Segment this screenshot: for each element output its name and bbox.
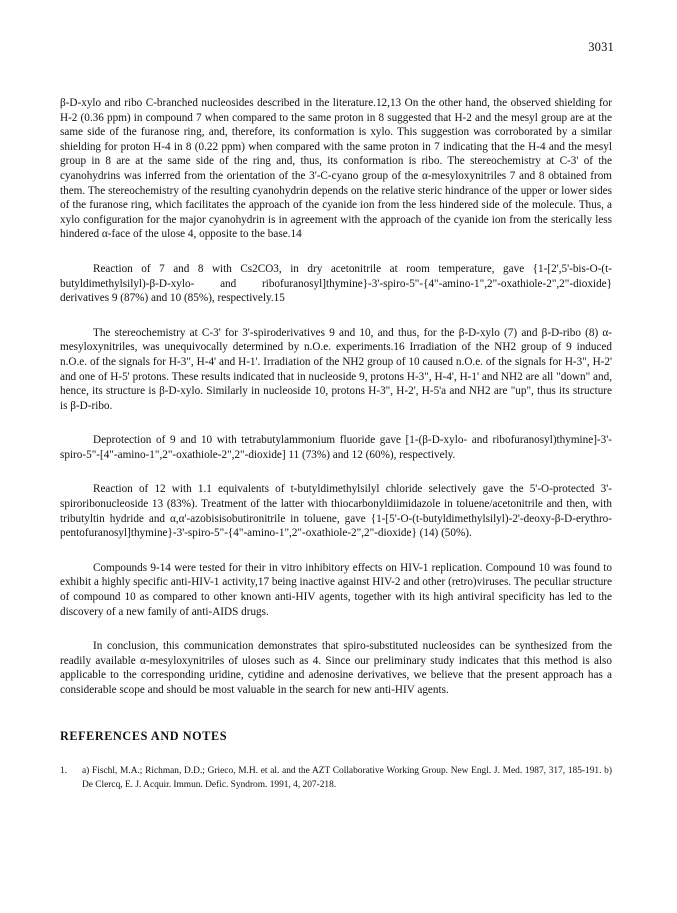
page-number: 3031	[588, 40, 614, 54]
reference-text: a) Fischl, M.A.; Richman, D.D.; Grieco, M.H. et al. and the AZT Collaborative Working Group. New Engl. J. Med. 1987, 317, 185-191. b) De Clercq, E. J. Acquir. Immun. Defic. Syndrom. 1991, 4, 207-218.	[82, 765, 612, 790]
reference-number: 1.	[60, 765, 68, 776]
paragraph-7: In conclusion, this communication demonstrates that spiro-substituted nucleosides can be synthesized from the readily available α-mesyloxynitriles of uloses such as 4. Since our preliminary study indicates that this method is also applicable to the corresponding uridine, cytidine and adenosine derivatives, we believe that the present approach has a considerable scope and should be most valuable in the search for new anti-HIV agents.	[60, 640, 612, 696]
references-heading: REFERENCES AND NOTES	[60, 728, 228, 743]
reference-item	[60, 764, 612, 793]
paragraph-6: Compounds 9-14 were tested for their in vitro inhibitory effects on HIV-1 replication. Compound 10 was found to exhibit a highly specific anti-HIV-1 activity,17 being inactive against HIV-2 and other (retro)viruses. The peculiar structure of compound 10 as compared to other known anti-HIV agents, together with its high antiviral specificity has led to the discovery of a new family of anti-AIDS drugs.	[60, 561, 612, 618]
paragraph-1: β-D-xylo and ribo C-branched nucleosides described in the literature.12,13 On the other hand, the observed shielding for H-2 (0.36 ppm) in compound 7 when compared to the same proton in 8 suggested that H-2 and the mesyl group are at the same side of the furanose ring, and, therefore, its conformation is xylo. This suggestion was corroborated by a similar shielding for proton H-4 in 8 (0.22 ppm) when compared with the same proton in 7 indicating that the H-4 and the mesyl group in 8 are at the same side of the ring and, thus, its conformation is ribo. The stereochemistry at C-3' of the cyanohydrins was inferred from the orientation of the 3'-C-cyano group of the α-mesyloxynitriles 7 and 8 obtained from them. The stereochemistry of the resulting cyanohydrin depends on the relative steric hindrance of the upper or lower sides of the furanose ring, which facilitates the approach of the cyanide ion from the less hindered side of the molecule. Thus, a xylo configuration for the major cyanohydrin is in agreement with the approach of the cyanide ion from the sterically less hindered α-face of the ulose 4, opposite to the base.14	[60, 97, 612, 241]
paragraph-2: Reaction of 7 and 8 with Cs2CO3, in dry acetonitrile at room temperature, gave {1-[2',5'-bis-O-(t-butyldimethylsilyl)-β-D-xylo- and ribofuranosyl]thymine}-3'-spiro-5"-{4"-amino-1",2"-oxathiole-2",2"-dioxide} derivatives 9 (87%) and 10 (85%), respectively.15	[60, 262, 612, 305]
paragraph-5: Reaction of 12 with 1.1 equivalents of t-butyldimethylsilyl chloride selectively gave the 5'-O-protected 3'-spiroribonucleoside 13 (83%). Treatment of the latter with thiocarbonyldiimidazole in toluene/acetonitrile and then, with tributyltin hydride and α,α'-azobisisobutironitrile in toluene, gave {1-[5'-O-(t-butyldimethylsilyl)-2'-deoxy-β-D-erythro-pentofuranosyl]thymine}-3'-spiro-5"-{4"-amino-1",2"-oxathiole-2",2"-dioxide} (14) (50%).	[60, 483, 612, 540]
paragraph-4: Deprotection of 9 and 10 with tetrabutylammonium fluoride gave [1-(β-D-xylo- and ribofuranosyl)thymine]-3'-spiro-5"-[4"-amino-1",2"-oxathiole-2",2"-dioxide] 11 (73%) and 12 (60%), respectively.	[60, 434, 612, 461]
article-body	[60, 96, 612, 792]
paragraph-3: The stereochemistry at C-3' for 3'-spiroderivatives 9 and 10, and thus, for the β-D-xylo (7) and β-D-ribo (8) α-mesyloxynitriles, was unequivocally determined by n.O.e. experiments.16 Irradiation of the NH2 group of 9 induced n.O.e. of the signals for H-3", H-4' and H-1'. Irradiation of the NH2 group of 10 caused n.O.e. of the signals for H-3", H-2' and one of H-5' protons. These results indicated that in nucleoside 9, protons H-3", H-4', H-1' and NH2 are all "down" and, hence, its structure is β-D-xylo. Similarly in nucleoside 10, protons H-3", H-2', H-5'a and NH2 are "up", thus its structure is β-D-ribo.	[60, 326, 612, 412]
